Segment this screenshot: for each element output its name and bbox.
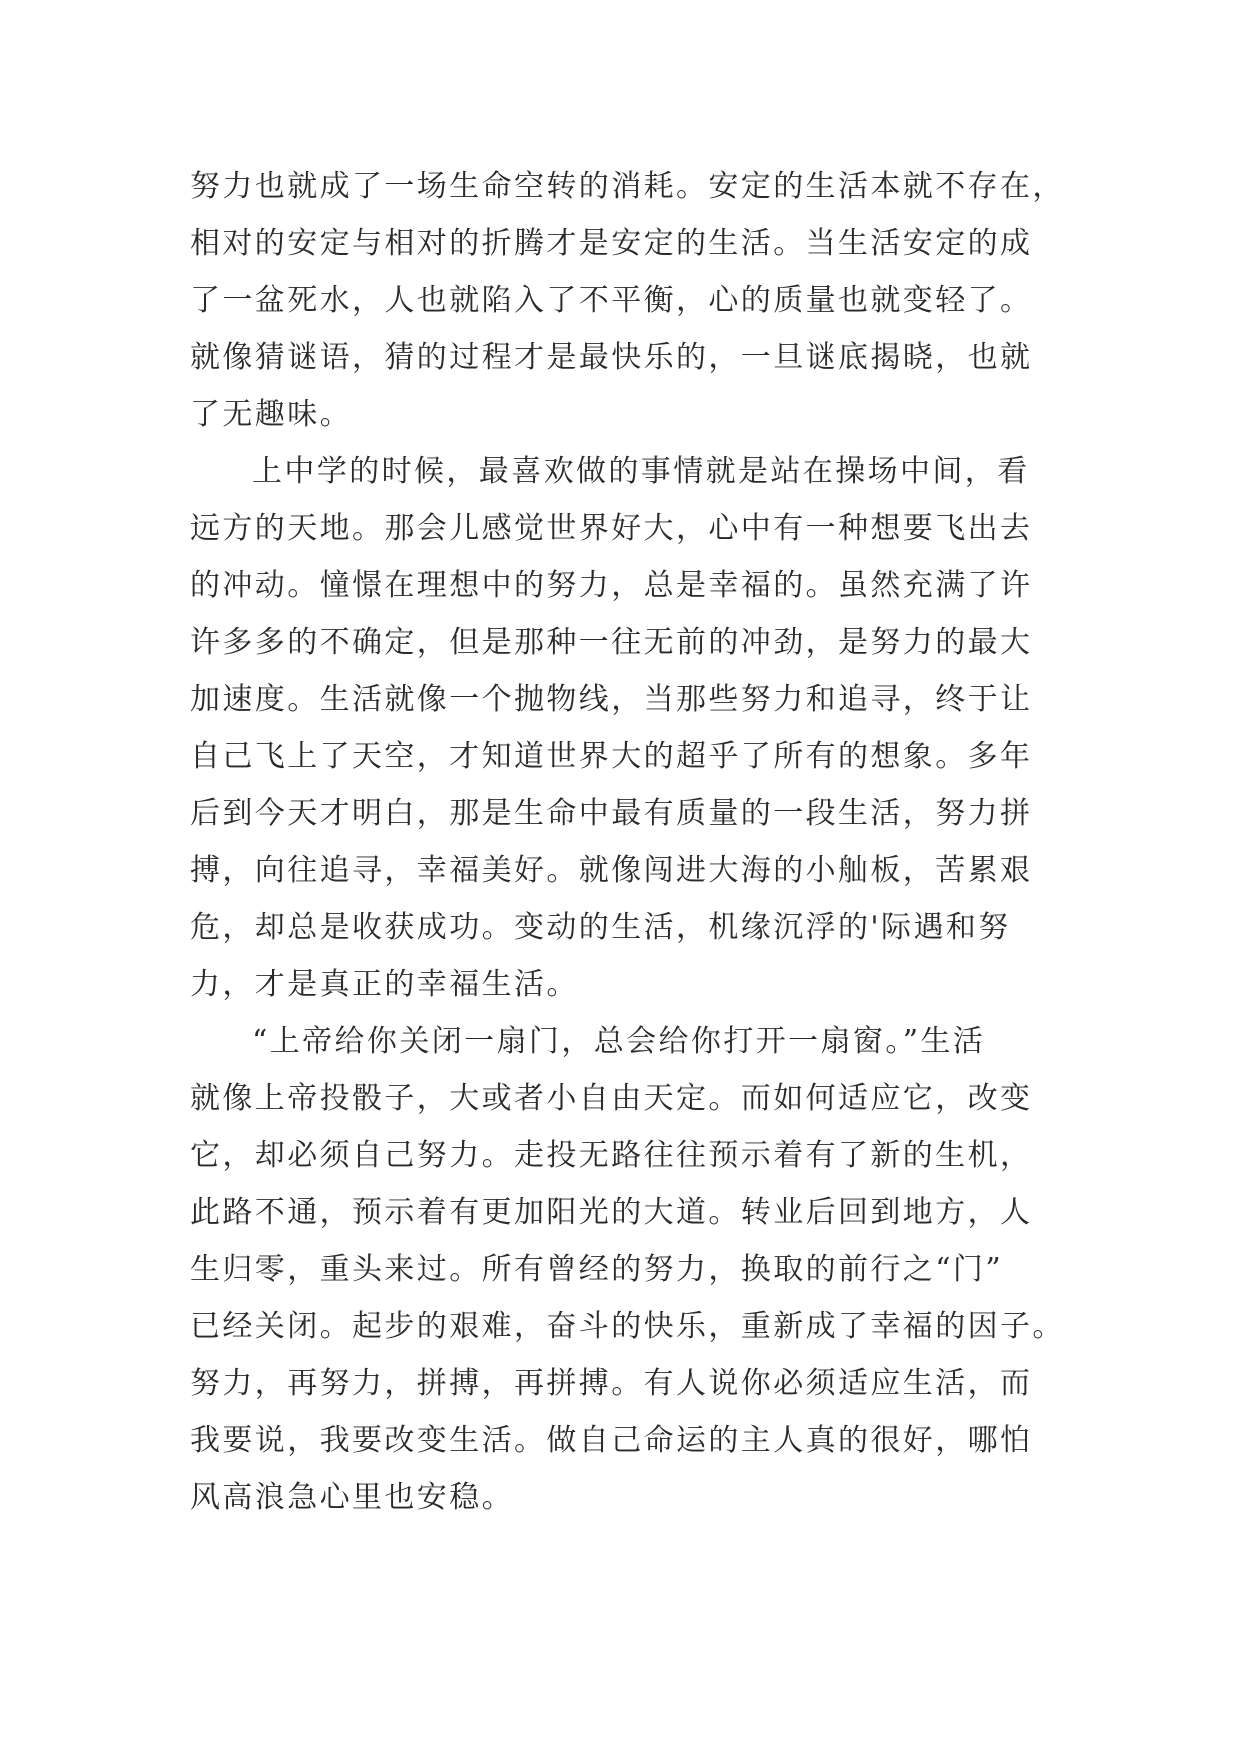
text-line: 加速度。生活就像一个抛物线，当那些努力和追寻，终于让 [190,682,1033,717]
text-line: 它，却必须自己努力。走投无路往往预示着有了新的生机， [190,1138,1033,1173]
text-line: 努力也就成了一场生命空转的消耗。安定的生活本就不存在， [190,169,1065,204]
text-line: 已经关闭。起步的艰难，奋斗的快乐，重新成了幸福的因子。 [190,1309,1065,1344]
text-line: 自己飞上了天空，才知道世界大的超乎了所有的想象。多年 [190,739,1033,774]
text-line: 许多多的不确定，但是那种一往无前的冲劲，是努力的最大 [190,625,1033,660]
text-line: 了无趣味。 [190,397,352,432]
text-line: “上帝给你关闭一扇门，总会给你打开一扇窗。”生活 [252,1024,986,1059]
text-line: 努力，再努力，拼搏，再拼搏。有人说你必须适应生活，而 [190,1366,1033,1401]
text-line: 生归零，重头来过。所有曾经的努力，换取的前行之“门” [190,1252,1004,1287]
text-line: 搏，向往追寻，幸福美好。就像闯进大海的小舢板，苦累艰 [190,853,1033,888]
text-line: 我要说，我要改变生活。做自己命运的主人真的很好，哪怕 [190,1423,1033,1458]
text-line: 危，却总是收获成功。变动的生活，机缘沉浮的'际遇和努 [190,910,1011,945]
paragraph-2 [190,443,1090,1013]
text-line: 远方的天地。那会儿感觉世界好大，心中有一种想要飞出去 [190,511,1033,546]
text-line: 后到今天才明白，那是生命中最有质量的一段生活，努力拼 [190,796,1033,831]
text-line: 了一盆死水，人也就陷入了不平衡，心的质量也就变轻了。 [190,283,1033,318]
paragraph-3 [190,1013,1090,1526]
paragraph-1 [190,158,1090,443]
document-body [190,158,1090,1526]
text-line: 上中学的时候，最喜欢做的事情就是站在操场中间，看 [252,454,1030,489]
text-line: 就像上帝投骰子，大或者小自由天定。而如何适应它，改变 [190,1081,1033,1116]
text-line: 相对的安定与相对的折腾才是安定的生活。当生活安定的成 [190,226,1033,261]
text-line: 风高浪急心里也安稳。 [190,1480,514,1515]
text-line: 就像猜谜语，猜的过程才是最快乐的，一旦谜底揭晓，也就 [190,340,1033,375]
text-line: 力，才是真正的幸福生活。 [190,967,579,1002]
text-line: 的冲动。憧憬在理想中的努力，总是幸福的。虽然充满了许 [190,568,1033,603]
text-line: 此路不通，预示着有更加阳光的大道。转业后回到地方，人 [190,1195,1033,1230]
